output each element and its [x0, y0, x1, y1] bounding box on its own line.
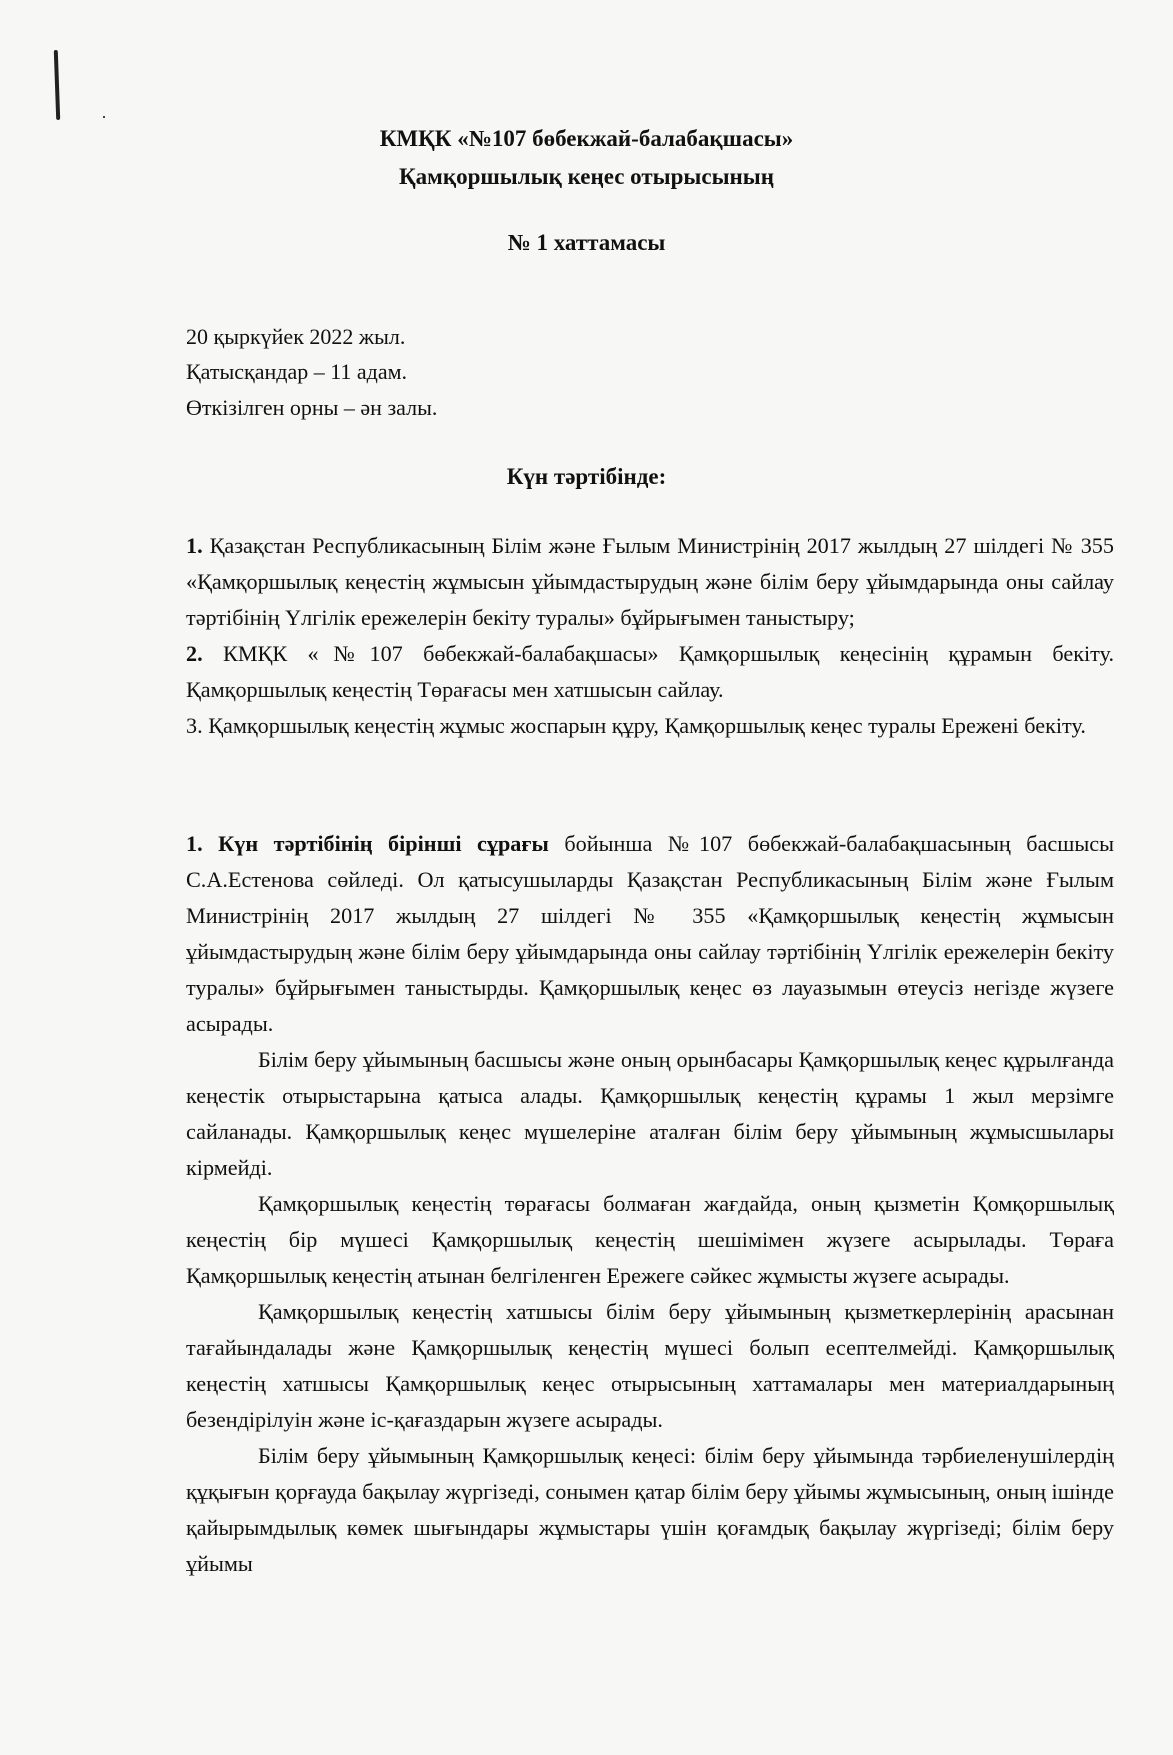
pen-mark: [54, 50, 60, 120]
paragraph-secretary: Қамқоршылық кеңестің хатшысы білім беру ұйымының қызметкерлерінің арасынан тағайындалады және Қамқоршылық кеңестің мүшесі болып есептелмейді. Қамқоршылық кеңестің хатшысы Қамқоршылық кеңес отырысының хаттамалары мен материалдарының безендірілуін және іс-қағаздарын жүзеге асырады.: [186, 1299, 1114, 1432]
agenda-item-number: 1.: [186, 533, 203, 558]
minutes-body: [186, 826, 1114, 1582]
paragraph-chairman: Қамқоршылық кеңестің төрағасы болмаған жағдайда, оның қызметін Қомқоршылық кеңестің бір мүшесі Қамқоршылық кеңестің шешімімен жүзеге асырылады. Төраға Қамқоршылық кеңестің атынан белгіленген Ережеге сәйкес жұмысты жүзеге асырады.: [186, 1191, 1114, 1288]
agenda-list: [186, 528, 1114, 744]
agenda-item-text: 3. Қамқоршылық кеңестің жұмыс жоспарын құру, Қамқоршылық кеңес туралы Ережені бекіту.: [186, 713, 1086, 738]
agenda-item-text: Қазақстан Республикасының Білім және Ғылым Министрінің 2017 жылдың 27 шілдегі № 355 «Қамқоршылық кеңестің жұмысын ұйымдастырудың және білім беру ұйымдарында оны сайлау тәртібінің Үлгілік ережелерін бекіту туралы» бұйрығымен таныстыру;: [186, 533, 1114, 630]
agenda-item-1: [186, 528, 1114, 636]
paragraph-first-question: [186, 826, 1114, 1042]
first-question-heading: 1. Күн тәртібінің бірінші сұрағы: [186, 831, 549, 856]
organization-title: КМҚК «№107 бөбекжай-балабақшасы»: [379, 126, 794, 151]
paragraph-text: бойынша №107 бөбекжай-балабақшасының басшысы С.А.Естенова сөйледі. Ол қатысушыларды Қазақстан Республикасының Білім және Ғылым Министрінің 2017 жылдың 27 шілдегі № 355 «Қамқоршылық кеңестің жұмысын ұйымдастырудың және білім беру ұйымдарында оны сайлау тәртібінің Үлгілік ережелерін бекіту туралы» бұйрығымен таныстырды. Қамқоршылық кеңес өз лауазымын өтеусіз негізде жүзеге асырады.: [186, 831, 1115, 1036]
agenda-item-text: КМҚК «№107 бөбекжай-балабақшасы» Қамқоршылық кеңесінің құрамын бекіту. Қамқоршылық кеңестің Төрағасы мен хатшысын сайлау.: [186, 641, 1114, 702]
protocol-number: № 1 хаттамасы: [507, 230, 666, 255]
scan-speck: [103, 116, 105, 118]
paragraph-leadership: Білім беру ұйымының басшысы және оның орынбасары Қамқоршылық кеңес құрылғанда кеңестік отырыстарына қатыса алады. Қамқоршылық кеңестің құрамы 1 жыл мерзімге сайланады. Қамқоршылық кеңес мүшелеріне аталған білім беру ұйымының жұмысшылары кірмейді.: [186, 1047, 1114, 1180]
agenda-item-3: [186, 708, 1114, 744]
meeting-place: Өткізілген орны – ән залы.: [186, 395, 438, 420]
paragraph-council-duties: Білім беру ұйымының Қамқоршылық кеңесі: білім беру ұйымында тәрбиеленушілердің құқығын қорғауда бақылау жүргізеді, сонымен қатар білім беру ұйымы жұмысының, оның ішінде қайырымдылық көмек шығындары жұмыстары үшін қоғамдық бақылау жүргізеді; білім беру ұйымы: [186, 1443, 1114, 1576]
agenda-item-number: 2.: [186, 641, 203, 666]
meeting-date: 20 қыркүйек 2022 жыл.: [186, 324, 406, 349]
council-title: Қамқоршылық кеңес отырысының: [398, 164, 775, 189]
agenda-title: Күн тәртібінде:: [506, 464, 667, 489]
agenda-item-2: [186, 636, 1114, 708]
attendee-count: Қатысқандар – 11 адам.: [186, 359, 408, 384]
